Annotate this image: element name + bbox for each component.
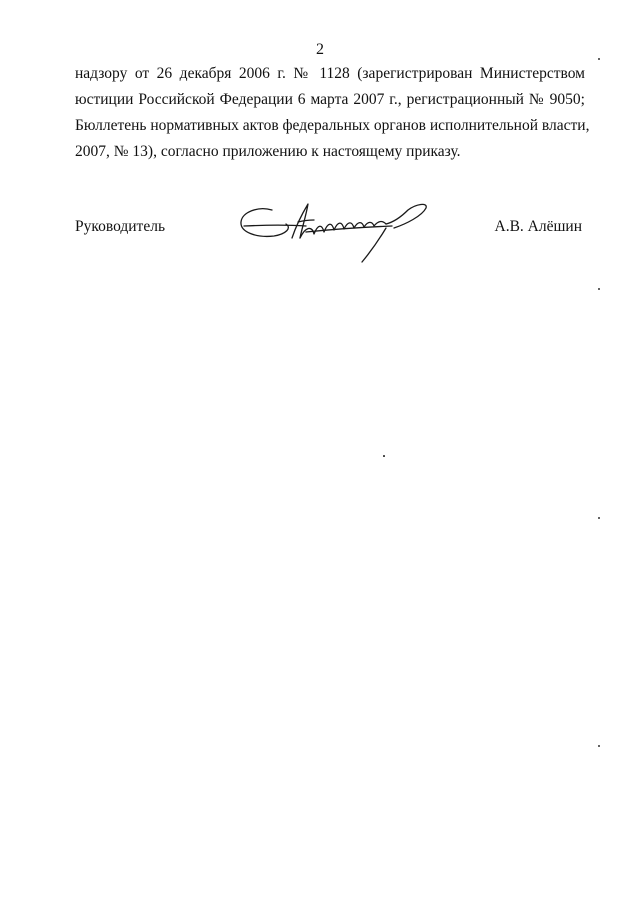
- body-text-line: юстиции Российской Федерации 6 марта 2007 г., регистрационный № 9050;: [75, 91, 585, 108]
- body-text-line: Бюллетень нормативных актов федеральных органов исполнительной власти,: [75, 117, 590, 134]
- scan-speck: [598, 58, 600, 60]
- handwritten-signature: [236, 196, 436, 266]
- signatory-name: А.В. Алёшин: [494, 218, 582, 235]
- page-number: 2: [316, 41, 324, 58]
- scan-speck: [383, 455, 385, 457]
- scan-speck: [598, 517, 600, 519]
- signatory-title: Руководитель: [75, 218, 166, 235]
- scan-speck: [598, 288, 600, 290]
- scan-speck: [598, 745, 600, 747]
- body-text-line: надзору от 26 декабря 2006 г. № 1128 (зарегистрирован Министерством: [75, 65, 585, 82]
- body-text-line: 2007, № 13), согласно приложению к настоящему приказу.: [75, 143, 461, 160]
